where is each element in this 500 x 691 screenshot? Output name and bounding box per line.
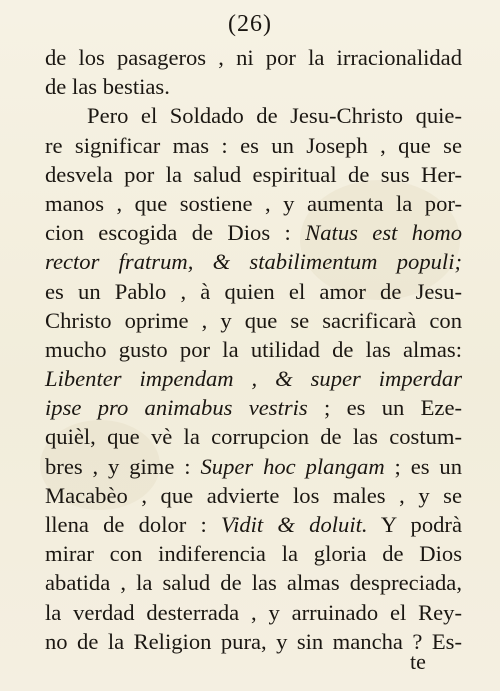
latin-quote: Libenter impendam , & super imperdar — [45, 366, 462, 392]
text-line — [45, 72, 462, 101]
text-span: llena de dolor : — [45, 512, 221, 537]
text-line — [45, 335, 462, 364]
text-line — [45, 160, 462, 189]
text-line — [45, 218, 462, 247]
text-line — [45, 598, 462, 627]
latin-quote: Natus est homo — [305, 220, 462, 246]
text-span: re significar mas : es un Joseph , que se — [45, 132, 462, 158]
text-line — [45, 422, 462, 451]
text-span: de los pasageros , ni por la irracionalidad — [45, 45, 462, 70]
text-line — [45, 306, 462, 335]
text-span: de las bestias. — [45, 74, 170, 100]
text-line — [45, 364, 462, 393]
text-span: abatida , la salud de las almas despreciada, — [45, 570, 462, 596]
text-line — [45, 277, 462, 306]
body-text — [45, 43, 462, 656]
text-span: no de la Religion pura, y sin mancha ? Es- — [45, 628, 462, 654]
latin-quote: ipse pro animabus vestris — [45, 395, 308, 421]
text-span: la verdad desterrada , y arruinado el Rey- — [45, 599, 462, 625]
text-line — [45, 189, 462, 218]
text-line — [45, 627, 462, 656]
text-line — [45, 539, 462, 568]
text-line — [45, 510, 462, 539]
text-span: mucho gusto por la utilidad de las almas: — [45, 336, 462, 362]
text-line — [45, 101, 462, 130]
latin-quote: Vidit & doluit. — [220, 512, 368, 537]
text-span: cion escogida de Dios : — [45, 220, 306, 246]
text-span: bres , y gime : — [45, 453, 201, 479]
text-line — [45, 393, 462, 422]
catchword: te — [410, 649, 426, 674]
text-line — [45, 568, 462, 597]
text-span: Y podrà — [367, 512, 462, 537]
text-span: Pero el Soldado de Jesu-Christo quie- — [87, 103, 462, 129]
page-number: (26) — [228, 11, 272, 37]
text-span: quièl, que vè la corrupcion de las costum- — [45, 424, 462, 450]
text-line — [45, 247, 462, 276]
text-line — [45, 131, 462, 160]
text-line — [45, 43, 462, 72]
text-span: manos , que sostiene , y aumenta la por- — [45, 190, 462, 216]
latin-quote: rector fratrum, & stabilimentum populi; — [45, 249, 462, 275]
latin-quote: Super hoc plangam — [200, 453, 385, 479]
text-span: mirar con indiferencia la gloria de Dios — [45, 541, 462, 567]
text-line — [45, 481, 462, 510]
text-span: Macabèo , que advierte los males , y se — [45, 482, 462, 508]
text-span: ; es un Eze- — [307, 395, 463, 421]
text-span: desvela por la salud espiritual de sus Her- — [45, 161, 462, 187]
text-line — [45, 452, 462, 481]
text-span: es un Pablo , à quien el amor de Jesu- — [45, 278, 462, 304]
text-span: Christo oprime , y que se sacrificarà con — [45, 307, 462, 333]
text-span: ; es un — [384, 453, 462, 479]
